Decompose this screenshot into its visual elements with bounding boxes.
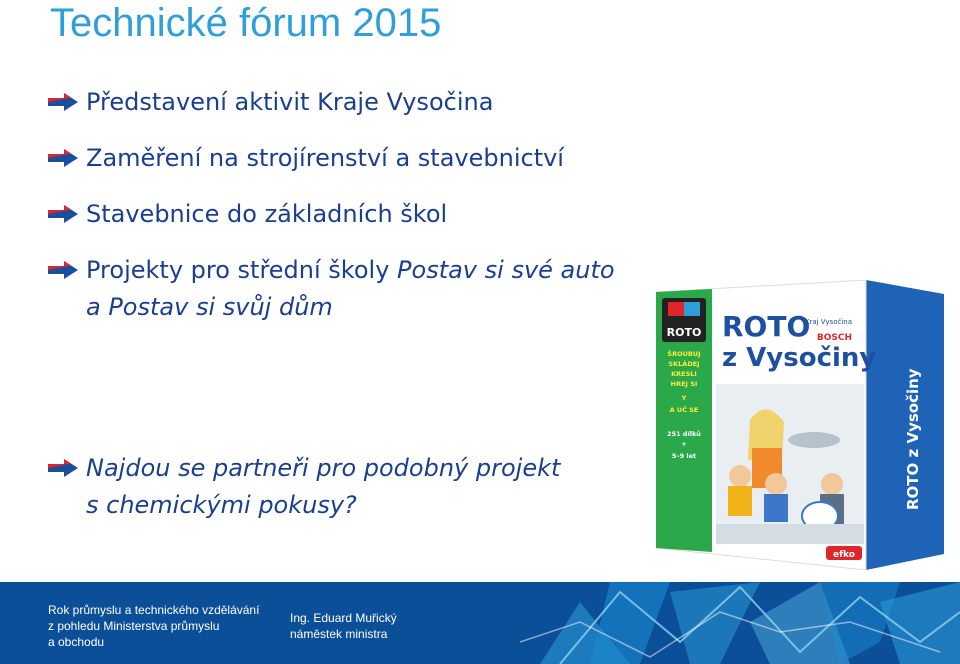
bullet-item xyxy=(48,84,493,121)
footer-presenter xyxy=(290,610,397,642)
arrow-bullet-icon xyxy=(48,261,78,279)
footer-line: náměstek ministra xyxy=(290,627,388,641)
arrow-bullet-icon xyxy=(48,93,78,111)
footer-line: a obchodu xyxy=(48,635,105,649)
bullet-text: Zaměření na strojírenství a stavebnictví xyxy=(86,144,564,172)
bullet-text: s chemickými pokusy? xyxy=(86,491,357,519)
arrow-bullet-icon xyxy=(48,149,78,167)
panel-text: KRESLI xyxy=(671,370,697,378)
roto-logo-text: ROTO xyxy=(666,326,702,339)
bullet-item xyxy=(48,196,447,233)
arrow-bullet-icon xyxy=(48,459,78,477)
footer-line: Rok průmyslu a technického vzdělávání xyxy=(48,603,260,617)
bullet-item xyxy=(48,252,615,326)
panel-text: 5–9 let xyxy=(671,452,697,460)
bullet-text: Představení aktivit Kraje Vysočina xyxy=(86,88,494,116)
footer-decoration xyxy=(520,582,960,664)
box-side-text: ROTO z Vysočiny xyxy=(904,368,922,510)
bullet-text-italic: Postav si své auto xyxy=(397,256,615,284)
footer-left-text xyxy=(48,602,259,650)
bullet-item xyxy=(48,450,560,524)
bullet-item xyxy=(48,140,564,177)
panel-text: 251 dílků xyxy=(667,430,701,438)
panel-text: Y xyxy=(681,394,687,402)
footer-line: z pohledu Ministerstva průmyslu xyxy=(48,619,220,633)
panel-text: A UČ SE xyxy=(669,406,699,414)
box-title-line1: ROTO xyxy=(722,310,811,343)
brand-bosch: BOSCH xyxy=(816,333,852,343)
bullet-text: Projekty pro střední školy xyxy=(86,256,398,284)
box-title-line2: z Vysočiny xyxy=(722,343,877,373)
brand-kraj: Kraj Vysočina xyxy=(804,318,852,326)
panel-text: + xyxy=(681,440,687,448)
bullet-text: Stavebnice do základních škol xyxy=(86,200,448,228)
bullet-text: Najdou se partneři pro podobný projekt xyxy=(86,454,561,482)
slide-title: Technické fórum 2015 xyxy=(50,1,442,45)
panel-text: HREJ SI xyxy=(670,380,698,388)
roto-product-box-image xyxy=(656,280,944,570)
footer-bar xyxy=(0,582,960,664)
panel-text: SKLÁDEJ xyxy=(668,360,700,368)
bullet-text-italic: a Postav si svůj dům xyxy=(86,293,333,321)
brand-efko: efko xyxy=(833,550,855,560)
arrow-bullet-icon xyxy=(48,205,78,223)
footer-line: Ing. Eduard Muřický xyxy=(290,611,397,625)
panel-text: ŠROUBUJ xyxy=(667,350,701,358)
